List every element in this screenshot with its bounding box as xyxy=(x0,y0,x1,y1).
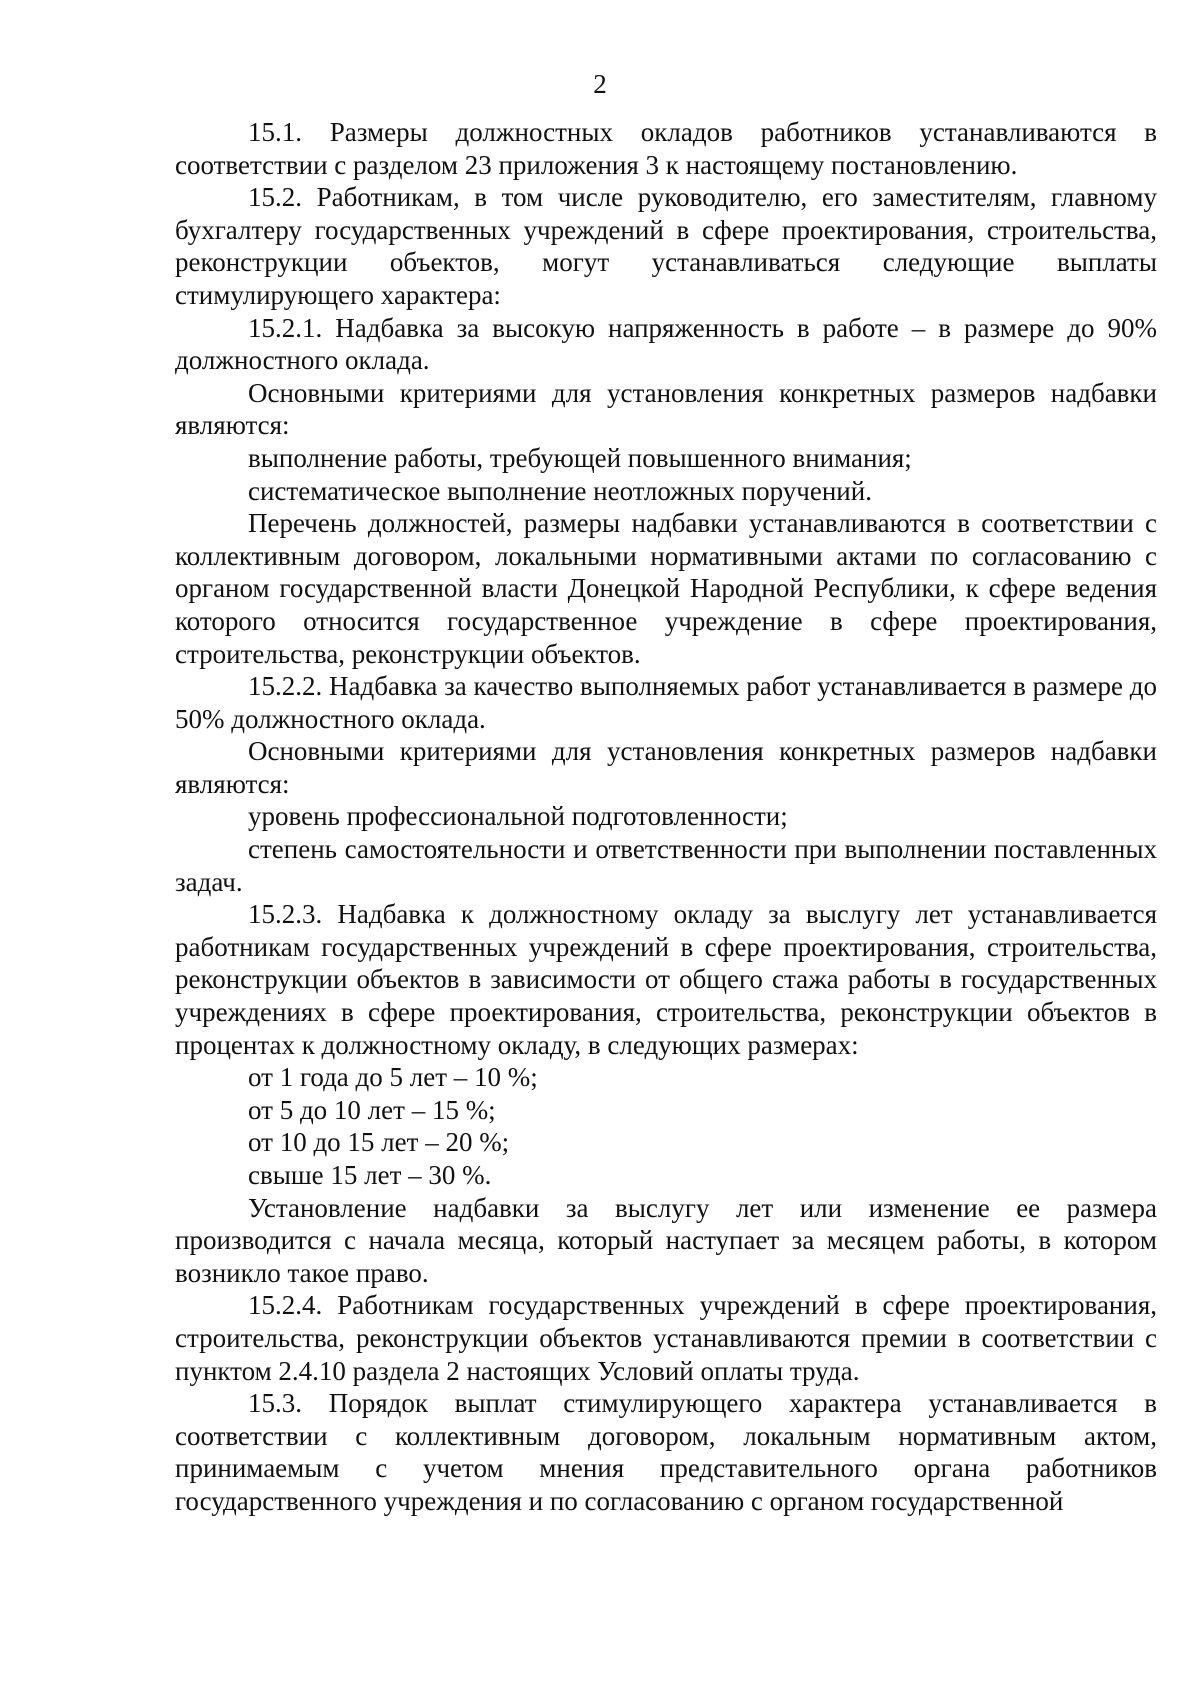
list-item: уровень профессиональной подготовленности; xyxy=(248,801,788,832)
list-item: свыше 15 лет – 30 %. xyxy=(248,1160,492,1190)
document-body xyxy=(175,116,1157,1518)
list-item: от 10 до 15 лет – 20 %; xyxy=(248,1127,510,1158)
paragraph: 15.3. Порядок выплат стимулирующего характера устанавливается в соответствии с коллективным договором, локальным нормативным актом, принимаемым с учетом мнения представительного органа работников государственного учреждения и по согласованию с органом государственной xyxy=(175,1388,1157,1516)
list-item: от 1 года до 5 лет – 10 %; xyxy=(248,1062,538,1093)
paragraph: Перечень должностей, размеры надбавки устанавливаются в соответствии с коллективным договором, локальными нормативными актами по согласованию с органом государственной власти Донецкой Народной Республики, к сфере ведения которого относится государственное учреждение в сфере проектирования, строительства, реконструкции объектов. xyxy=(175,508,1157,669)
paragraph: 15.2. Работникам, в том числе руководителю, его заместителям, главному бухгалтеру государственных учреждений в сфере проектирования, строительства, реконструкции объектов, могут устанавливаться следующие выплаты стимулирующего характера: xyxy=(175,182,1157,310)
paragraph: Основными критериями для установления конкретных размеров надбавки являются: xyxy=(175,377,1157,441)
page-number: 2 xyxy=(593,69,607,99)
paragraph: 15.2.2. Надбавка за качество выполняемых работ устанавливается в размере до 50% должностного оклада. xyxy=(175,671,1157,734)
paragraph: 15.2.3. Надбавка к должностному окладу за выслугу лет устанавливается работникам государственных учреждений в сфере проектирования, строительства, реконструкции объектов в зависимости от общего стажа работы в государственных учреждениях в сфере проектирования, строительства, реконструкции объектов в процентах к должностному окладу, в следующих размерах: xyxy=(175,899,1157,1060)
list-item: систематическое выполнение неотложных поручений. xyxy=(248,475,872,506)
paragraph: Основными критериями для установления конкретных размеров надбавки являются: xyxy=(175,736,1157,799)
list-item: степень самостоятельности и ответственности при выполнении поставленных задач. xyxy=(175,834,1157,897)
paragraph: 15.2.4. Работникам государственных учреждений в сфере проектирования, строительства, реконструкции объектов устанавливаются премии в соответствии с пунктом 2.4.10 раздела 2 настоящих Условий оплаты труда. xyxy=(175,1290,1157,1386)
paragraph: 15.2.1. Надбавка за высокую напряженность в работе – в размере до 90% должностного оклада. xyxy=(175,312,1157,376)
paragraph: 15.1. Размеры должностных окладов работников устанавливаются в соответствии с разделом 23 приложения 3 к настоящему постановлению. xyxy=(175,117,1157,180)
list-item: от 5 до 10 лет – 15 %; xyxy=(248,1094,496,1125)
list-item: выполнение работы, требующей повышенного внимания; xyxy=(248,442,912,473)
paragraph: Установление надбавки за выслугу лет или изменение ее размера производится с начала месяца, который наступает за месяцем работы, в котором возникло такое право. xyxy=(175,1192,1157,1288)
